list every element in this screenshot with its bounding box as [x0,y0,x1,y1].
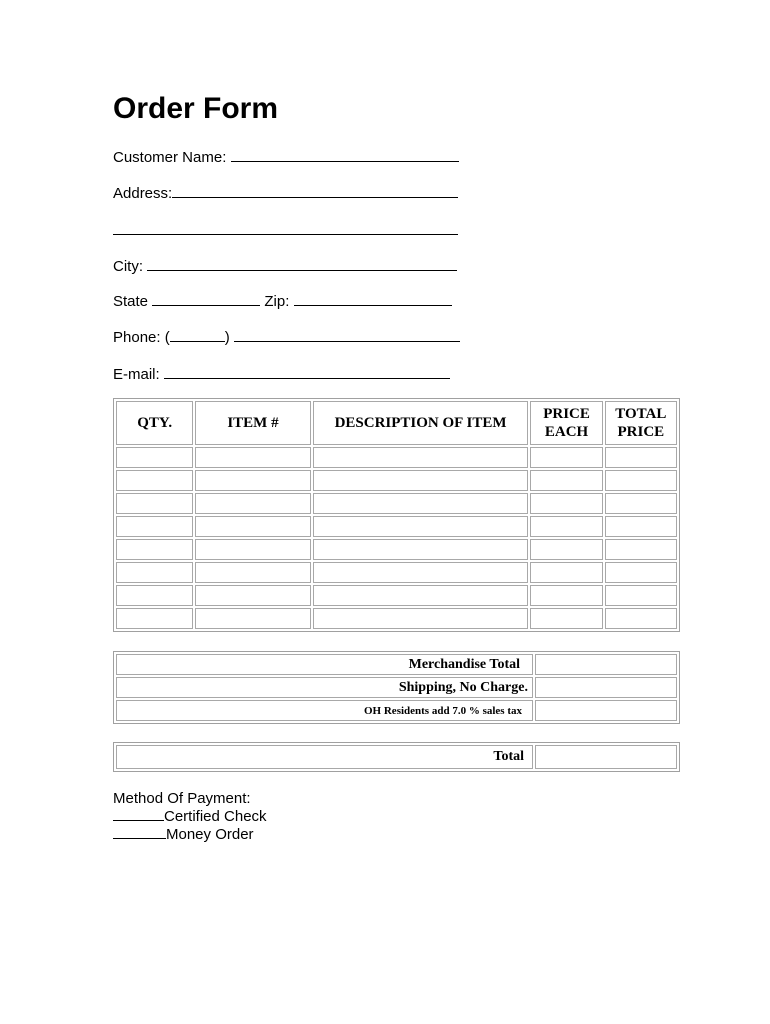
item-number-cell[interactable] [195,493,310,514]
merchandise-total-label: Merchandise Total [116,654,533,675]
state-field[interactable] [152,291,260,306]
total-price-cell[interactable] [605,470,677,491]
payment-option-certified-check [113,807,267,825]
header-total-price: TOTAL PRICE [605,401,677,445]
customer-name-row [113,147,459,166]
oh-tax-value-cell[interactable] [535,700,677,721]
phone-area-code-field[interactable] [170,327,225,342]
phone-paren-close: ) [224,329,230,346]
table-row [116,608,677,629]
qty-cell[interactable] [116,493,193,514]
items-table-body [116,447,677,629]
item-number-cell[interactable] [195,516,310,537]
description-cell[interactable] [313,539,529,560]
money-order-label: Money Order [166,826,254,843]
shipping-value-cell[interactable] [535,677,677,698]
table-row [116,516,677,537]
phone-row [113,327,460,346]
shipping-label: Shipping, No Charge. [116,677,533,698]
merchandise-total-value-cell[interactable] [535,654,677,675]
certified-check-label: Certified Check [164,808,267,825]
merchandise-total-row [116,654,677,675]
price-each-cell[interactable] [530,562,602,583]
address-line-2-field[interactable] [113,234,458,235]
total-label: Total [116,745,533,769]
subtotals-table [113,651,680,724]
table-row [116,470,677,491]
item-number-cell[interactable] [195,585,310,606]
items-table [113,398,680,632]
item-number-cell[interactable] [195,539,310,560]
description-cell[interactable] [313,585,529,606]
page-title: Order Form [113,92,279,125]
description-cell[interactable] [313,470,529,491]
total-price-cell[interactable] [605,585,677,606]
table-row [116,539,677,560]
city-row [113,256,457,275]
qty-cell[interactable] [116,608,193,629]
total-price-cell[interactable] [605,493,677,514]
customer-name-label: Customer Name: [113,149,227,166]
zip-label: Zip: [264,293,290,310]
email-row [113,364,450,383]
qty-cell[interactable] [116,447,193,468]
description-cell[interactable] [313,608,529,629]
customer-name-field[interactable] [231,147,459,162]
total-row [116,745,677,769]
header-item-number: ITEM # [195,401,310,445]
money-order-blank[interactable] [113,825,166,839]
table-row [116,562,677,583]
qty-cell[interactable] [116,562,193,583]
certified-check-blank[interactable] [113,807,164,821]
items-header-row [116,401,677,445]
description-cell[interactable] [313,516,529,537]
header-qty: QTY. [116,401,193,445]
total-price-cell[interactable] [605,539,677,560]
shipping-row [116,677,677,698]
city-field[interactable] [147,256,457,271]
phone-label: Phone: ( [113,329,170,346]
address-row [113,183,458,202]
city-label: City: [113,258,143,275]
price-each-cell[interactable] [530,539,602,560]
total-price-cell[interactable] [605,562,677,583]
total-price-cell[interactable] [605,447,677,468]
zip-field[interactable] [294,291,452,306]
description-cell[interactable] [313,447,529,468]
address-label: Address: [113,185,173,202]
item-number-cell[interactable] [195,470,310,491]
header-description: DESCRIPTION OF ITEM [313,401,529,445]
description-cell[interactable] [313,562,529,583]
state-zip-row [113,291,452,310]
price-each-cell[interactable] [530,585,602,606]
qty-cell[interactable] [116,585,193,606]
qty-cell[interactable] [116,539,193,560]
email-field[interactable] [164,364,450,379]
table-row [116,585,677,606]
phone-number-field[interactable] [234,327,460,342]
price-each-cell[interactable] [530,447,602,468]
qty-cell[interactable] [116,470,193,491]
payment-option-money-order [113,825,254,843]
email-label: E-mail: [113,366,160,383]
oh-tax-label: OH Residents add 7.0 % sales tax [116,700,533,721]
state-label: State [113,293,149,310]
oh-tax-row [116,700,677,721]
price-each-cell[interactable] [530,470,602,491]
item-number-cell[interactable] [195,447,310,468]
total-price-cell[interactable] [605,608,677,629]
price-each-cell[interactable] [530,608,602,629]
header-price-each: PRICE EACH [530,401,602,445]
table-row [116,493,677,514]
table-row [116,447,677,468]
qty-cell[interactable] [116,516,193,537]
total-price-cell[interactable] [605,516,677,537]
item-number-cell[interactable] [195,562,310,583]
price-each-cell[interactable] [530,493,602,514]
price-each-cell[interactable] [530,516,602,537]
item-number-cell[interactable] [195,608,310,629]
total-value-cell[interactable] [535,745,677,769]
payment-heading: Method Of Payment: [113,790,251,807]
description-cell[interactable] [313,493,529,514]
address-field[interactable] [172,183,458,198]
total-table [113,742,680,772]
